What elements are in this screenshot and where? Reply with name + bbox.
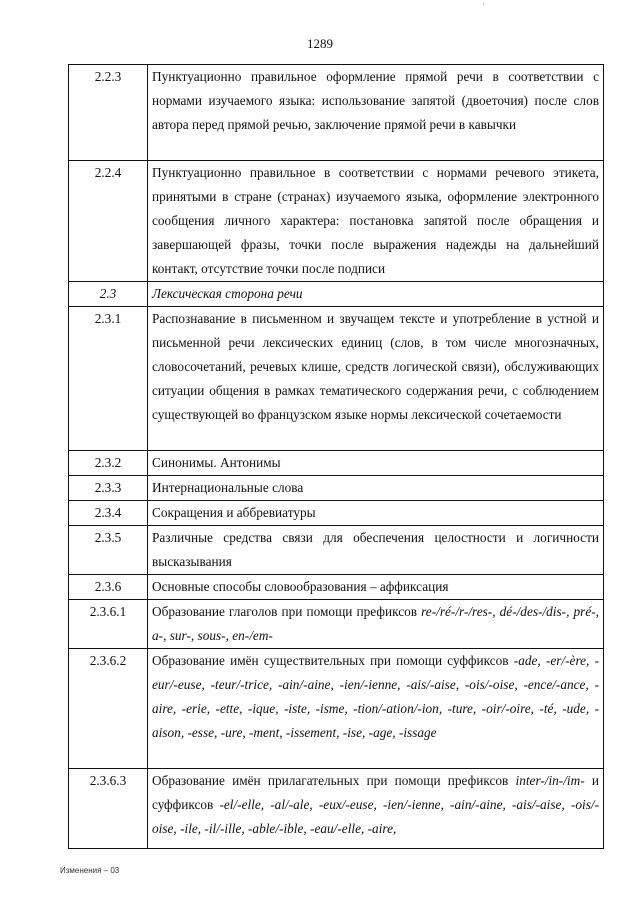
row-number: 2.3.2 xyxy=(69,451,148,476)
scan-mark: · xyxy=(482,0,485,9)
suffix-list: -el/-elle, -al/-ale, -eux/-euse, -ien/-ienne, -ain/-aine, -ais/-aise, -ois/-oise, -ile, -il/-ille, -able/-ible, -eau/-elle, -aire, xyxy=(152,797,599,836)
row-text xyxy=(148,769,604,849)
page-number: 1289 xyxy=(307,36,333,51)
table-row xyxy=(69,476,604,501)
section-heading: Лексическая сторона речи xyxy=(148,282,604,307)
affix-list: -ade, -er/-ère, -eur/-euse, -teur/-trice, -ain/-aine, -ien/-ienne, -ais/-aise, -ois/-oise, -ence/-ance, -aire, -erie, -ette, -ique, -iste, -isme, -tion/-ation/-ion, -ture, -oir/-oire, -té, -ude, -aison, -esse, -ure, -ment, -issement, -ise, -age, -issage xyxy=(152,653,599,740)
table-row xyxy=(69,65,604,161)
row-text: Основные способы словообразования – аффиксация xyxy=(148,575,604,600)
row-number: 2.3.5 xyxy=(69,526,148,575)
table-row xyxy=(69,451,604,476)
row-number: 2.3.6.1 xyxy=(69,600,148,649)
row-text xyxy=(148,600,604,649)
row-text-lead: Образование имён существительных при помощи суффиксов xyxy=(152,653,514,668)
table-row xyxy=(69,501,604,526)
row-number: 2.3.6.2 xyxy=(69,649,148,769)
table-row xyxy=(69,307,604,451)
table-row xyxy=(69,161,604,282)
row-number: 2.2.4 xyxy=(69,161,148,282)
table-row xyxy=(69,649,604,769)
affix-list: re-/ré-/r-/res-, dé-/des-/dis-, pré-, a-, sur-, sous-, en-/em- xyxy=(152,604,599,643)
row-text: Интернациональные слова xyxy=(148,476,604,501)
row-number: 2.3.6 xyxy=(69,575,148,600)
row-text-lead: Образование имён прилагательных при помощи префиксов xyxy=(152,773,516,788)
row-text: Распознавание в письменном и звучащем тексте и употребление в устной и письменной речи лексических единиц (слов, в том числе многозначных, словосочетаний, речевых клише, средств логической связи), обслуживающих ситуации общения в рамках тематического содержания речи, с соблюдением существующей во французском языке нормы лексической сочетаемости xyxy=(148,307,604,451)
row-text-mid: и суффиксов xyxy=(152,773,599,812)
prefix-list: inter-/in-/im- xyxy=(515,773,585,788)
row-text: Пунктуационно правильное в соответствии с нормами речевого этикета, принятыми в стране (странах) изучаемого языка, оформление электронного сообщения личного характера: постановка запятой после обращения и завершающей фразы, точки после выражения надежды на дальнейший контакт, отсутствие точки после подписи xyxy=(148,161,604,282)
table-row xyxy=(69,575,604,600)
footer-revision: Изменения – 03 xyxy=(60,866,120,875)
row-text xyxy=(148,649,604,769)
row-text-lead: Образование глаголов при помощи префиксов xyxy=(152,604,422,619)
table-row xyxy=(69,526,604,575)
row-text: Пунктуационно правильное оформление прямой речи в соответствии с нормами изучаемого языка: использование запятой (двоеточия) после слов автора перед прямой речью, заключение прямой речи в кавычки xyxy=(148,65,604,161)
row-number: 2.3 xyxy=(69,282,148,307)
row-number: 2.3.4 xyxy=(69,501,148,526)
curriculum-table xyxy=(68,64,604,849)
row-text: Синонимы. Антонимы xyxy=(148,451,604,476)
row-number: 2.2.3 xyxy=(69,65,148,161)
table-row xyxy=(69,769,604,849)
row-text: Различные средства связи для обеспечения целостности и логичности высказывания xyxy=(148,526,604,575)
row-text: Сокращения и аббревиатуры xyxy=(148,501,604,526)
table-row xyxy=(69,282,604,307)
row-number: 2.3.6.3 xyxy=(69,769,148,849)
row-number: 2.3.1 xyxy=(69,307,148,451)
table-row xyxy=(69,600,604,649)
row-number: 2.3.3 xyxy=(69,476,148,501)
